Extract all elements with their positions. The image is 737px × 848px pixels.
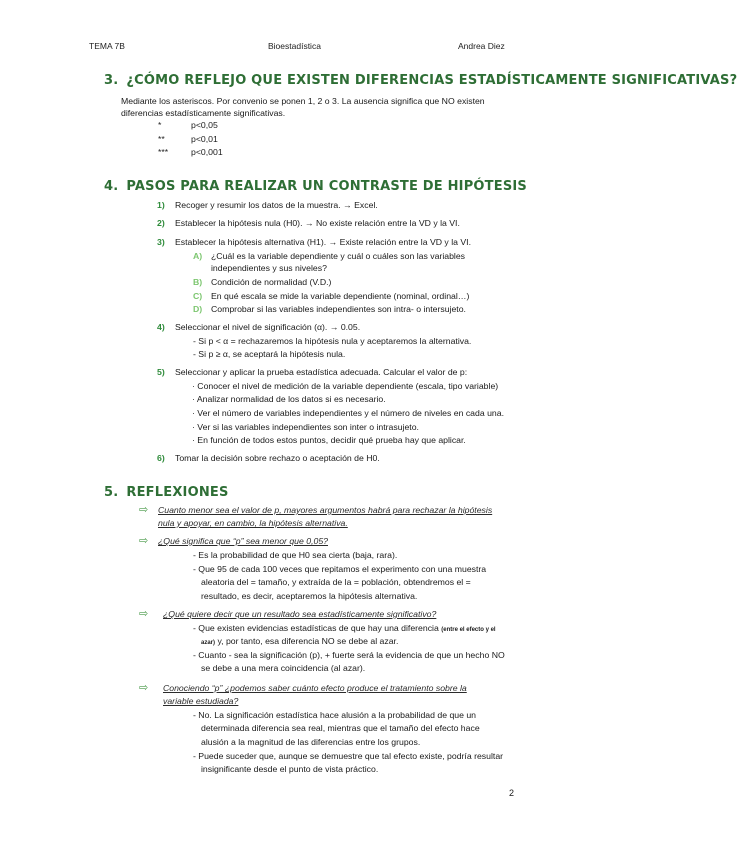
- substep-letter: B): [193, 277, 203, 287]
- arrow-icon: ⇨: [139, 504, 149, 516]
- section-title: REFLEXIONES: [126, 485, 229, 500]
- reflection-answer: - No. La significación estadística hace alusión a la probabilidad de que un: [193, 710, 477, 720]
- header-author: Andrea Diez: [458, 41, 505, 51]
- step-number: 4): [157, 322, 165, 332]
- step-text: Seleccionar el nivel de significación (α). → 0.05.: [175, 322, 361, 332]
- reflection-question: ¿Qué quiere decir que un resultado sea estadísticamente significativo?: [163, 609, 437, 619]
- substep-letter: D): [193, 304, 203, 314]
- section-number: 3.: [104, 73, 119, 88]
- stars-1: *: [158, 120, 162, 130]
- reflection-answer: - Puede suceder que, aunque se demuestre que tal efecto existe, podría resultar: [193, 751, 504, 761]
- reflection-answer: resultado, es decir, aceptaremos la hipótesis alternativa.: [201, 591, 418, 601]
- reflection-question: variable estudiada?: [163, 696, 239, 706]
- substep-text: Condición de normalidad (V.D.): [211, 277, 332, 287]
- reflection-answer: - Es la probabilidad de que H0 sea cierta (baja, rara).: [193, 550, 398, 560]
- substep-text: Comprobar si las variables independientes son intra- o intersujeto.: [211, 304, 466, 314]
- step-number: 2): [157, 218, 165, 228]
- page-number: 2: [509, 788, 515, 798]
- step-detail: · Ver el número de variables independientes y el número de niveles en cada una.: [192, 408, 504, 418]
- reflection-answer: determinada diferencia sea real, mientras que el tamaño del efecto hace: [201, 723, 480, 733]
- header-topic: TEMA 7B: [89, 41, 125, 51]
- header-subject: Bioestadística: [268, 41, 321, 51]
- pvalue-1: p<0,05: [191, 120, 218, 130]
- step-detail: · En función de todos estos puntos, decidir qué prueba hay que aplicar.: [192, 435, 466, 445]
- step-number: 1): [157, 200, 165, 210]
- section-title: PASOS PARA REALIZAR UN CONTRASTE DE HIPÓTESIS: [126, 179, 527, 194]
- reflection-question: ¿Qué significa que “p” sea menor que 0,05?: [158, 536, 328, 546]
- step-detail: · Conocer el nivel de medición de la variable dependiente (escala, tipo variable): [192, 381, 499, 391]
- pvalue-2: p<0,01: [191, 134, 218, 144]
- substep-letter: A): [193, 251, 203, 261]
- reflection-answer: [193, 622, 496, 636]
- answer-text: - Que existen evidencias estadísticas de que hay una diferencia: [193, 623, 439, 633]
- section-number: 5.: [104, 485, 119, 500]
- section-number: 4.: [104, 179, 119, 194]
- substep-text: En qué escala se mide la variable dependiente (nominal, ordinal…): [211, 291, 470, 301]
- arrow-icon: ⇨: [139, 535, 149, 547]
- step-detail: · Ver si las variables independientes son inter o intrasujeto.: [192, 422, 419, 432]
- substep-text: ¿Cuál es la variable dependiente y cuál o cuáles son las variables: [211, 251, 466, 261]
- substep-letter: C): [193, 291, 203, 301]
- step-number: 6): [157, 453, 165, 463]
- arrow-icon: ⇨: [139, 608, 149, 620]
- step-text: Recoger y resumir los datos de la muestra. → Excel.: [175, 200, 378, 210]
- stars-2: **: [158, 134, 165, 144]
- substep-text: independientes y sus niveles?: [211, 263, 327, 273]
- pvalue-3: p<0,001: [191, 147, 223, 157]
- reflection-text: Cuanto menor sea el valor de p, mayores argumentos habrá para rechazar la hipótesis: [158, 505, 493, 515]
- step-detail: · Analizar normalidad de los datos si es necesario.: [192, 394, 386, 404]
- arrow-icon: ⇨: [139, 682, 149, 694]
- step-text: Establecer la hipótesis alternativa (H1). → Existe relación entre la VD y la VI.: [175, 237, 471, 247]
- step-text: Establecer la hipótesis nula (H0). → No existe relación entre la VD y la VI.: [175, 218, 460, 228]
- step-number: 3): [157, 237, 165, 247]
- answer-note: (entre el efecto y el: [441, 627, 496, 633]
- reflection-text: nula y apoyar, en cambio, la hipótesis alternativa.: [158, 518, 348, 528]
- section-5-heading: [104, 485, 229, 500]
- step-text: Tomar la decisión sobre rechazo o aceptación de H0.: [175, 453, 380, 463]
- step-detail: - Si p < α = rechazaremos la hipótesis nula y aceptaremos la alternativa.: [193, 336, 472, 346]
- step-number: 5): [157, 367, 165, 377]
- reflection-answer: se debe a una mera coincidencia (al azar).: [201, 663, 366, 673]
- stars-3: ***: [158, 147, 169, 157]
- reflection-answer: [201, 635, 398, 649]
- reflection-answer: aleatoria del = tamaño, y extraída de la = población, obtendremos el =: [201, 577, 471, 587]
- step-text: Seleccionar y aplicar la prueba estadística adecuada. Calcular el valor de p:: [175, 367, 468, 377]
- reflection-question: Conociendo “p” ¿podemos saber cuánto efecto produce el tratamiento sobre la: [163, 683, 467, 693]
- step-detail: - Si p ≥ α, se aceptará la hipótesis nula.: [193, 349, 346, 359]
- section-3-heading: [104, 73, 737, 88]
- reflection-answer: - Cuanto - sea la significación (p), + fuerte será la evidencia de que un hecho NO: [193, 650, 505, 660]
- paragraph-line: diferencias estadísticamente significativas.: [121, 108, 286, 118]
- paragraph-line: Mediante los asteriscos. Por convenio se ponen 1, 2 o 3. La ausencia significa que NO existen: [121, 96, 485, 106]
- reflection-answer: insignificante desde el punto de vista práctico.: [201, 764, 379, 774]
- reflection-answer: alusión a la magnitud de las diferencias entre los grupos.: [201, 737, 421, 747]
- reflection-answer: - Que 95 de cada 100 veces que repitamos el experimento con una muestra: [193, 564, 487, 574]
- section-4-heading: [104, 179, 527, 194]
- answer-note: azar): [201, 640, 216, 646]
- section-title: ¿CÓMO REFLEJO QUE EXISTEN DIFERENCIAS ESTADÍSTICAMENTE SIGNIFICATIVAS?: [126, 73, 737, 88]
- answer-text: y, por tanto, esa diferencia NO se debe al azar.: [217, 636, 399, 646]
